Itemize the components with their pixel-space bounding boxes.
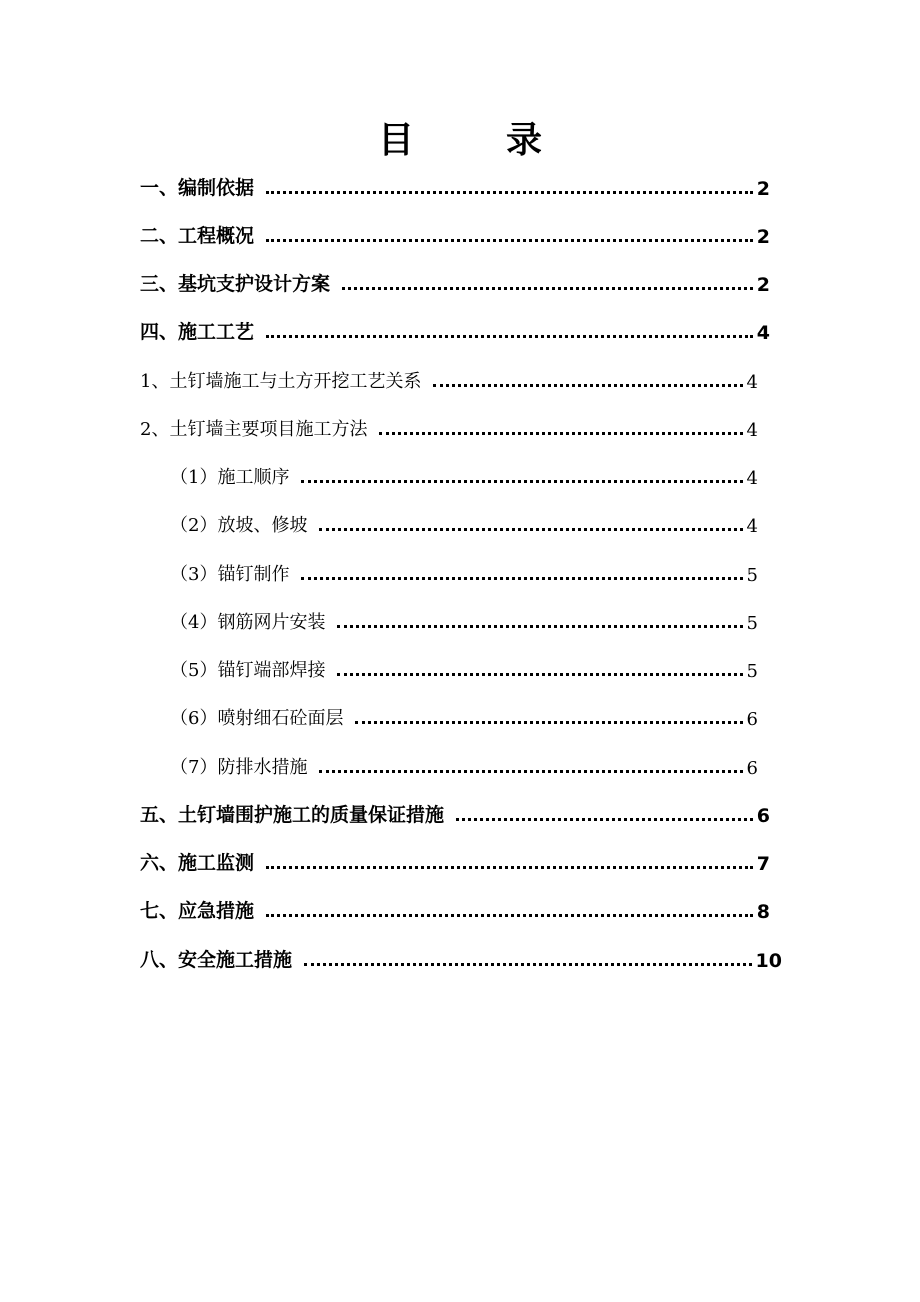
toc-entry-label: 一、编制依据	[140, 177, 255, 199]
toc-entry[interactable]	[170, 546, 758, 586]
toc-entry[interactable]	[140, 353, 758, 393]
toc-entry-label: （3）锚钉制作	[170, 564, 290, 585]
toc-entry-page: 2	[756, 178, 770, 200]
toc-entry-label: 1、土钉墙施工与土方开挖工艺关系	[140, 371, 422, 392]
toc-title: 目 录	[377, 120, 570, 161]
toc-entry[interactable]	[170, 594, 758, 634]
dot-leader	[266, 866, 753, 869]
toc-entry[interactable]	[140, 160, 770, 200]
toc-entry[interactable]	[140, 932, 782, 972]
toc-entry[interactable]	[170, 642, 758, 682]
dot-leader	[319, 770, 742, 773]
toc-entry[interactable]	[140, 401, 758, 441]
toc-entry-label: （5）锚钉端部焊接	[170, 660, 326, 681]
toc-entry-page: 6	[746, 709, 758, 730]
dot-leader	[379, 432, 742, 435]
toc-entry-label: 二、工程概况	[140, 225, 255, 247]
toc-entry-page: 4	[746, 516, 758, 537]
toc-entry[interactable]	[140, 304, 770, 344]
dot-leader	[266, 914, 753, 917]
dot-leader	[301, 577, 742, 580]
toc-entry-page: 8	[756, 901, 770, 923]
toc-entry-label: 2、土钉墙主要项目施工方法	[140, 419, 368, 440]
toc-entry-label: （4）钢筋网片安装	[170, 612, 326, 633]
toc-entry-page: 6	[746, 758, 758, 779]
toc-entry[interactable]	[170, 739, 758, 779]
toc-entry-label: （7）防排水措施	[170, 757, 308, 778]
toc-entry-page: 5	[746, 565, 758, 586]
dot-leader	[337, 625, 742, 628]
toc-entry-label: 六、施工监测	[140, 852, 255, 874]
dot-leader	[355, 721, 742, 724]
dot-leader	[433, 384, 742, 387]
toc-entry-page: 7	[756, 853, 770, 875]
dot-leader	[266, 191, 753, 194]
toc-entry-label: （1）施工顺序	[170, 467, 290, 488]
toc-entry-label: （2）放坡、修坡	[170, 515, 308, 536]
toc-entry[interactable]	[140, 883, 770, 923]
toc-entry-label: 七、应急措施	[140, 900, 255, 922]
toc-entry[interactable]	[170, 690, 758, 730]
dot-leader	[301, 480, 742, 483]
dot-leader	[319, 528, 742, 531]
toc-entry-page: 5	[746, 661, 758, 682]
toc-entry-page: 4	[746, 372, 758, 393]
toc-entry[interactable]	[140, 256, 770, 296]
toc-entry-label: （6）喷射细石砼面层	[170, 708, 344, 729]
toc-entry[interactable]	[170, 449, 758, 489]
toc-entry-page: 2	[756, 274, 770, 296]
toc-entry-label: 八、安全施工措施	[140, 949, 293, 971]
toc-entry[interactable]	[170, 497, 758, 537]
toc-entry-label: 三、基坑支护设计方案	[140, 273, 331, 295]
toc-entry-page: 5	[746, 613, 758, 634]
dot-leader	[266, 335, 753, 338]
toc-entry-page: 4	[746, 468, 758, 489]
toc-entry-label: 五、土钉墙围护施工的质量保证措施	[140, 804, 445, 826]
toc-entry-page: 4	[746, 420, 758, 441]
toc-entry[interactable]	[140, 787, 770, 827]
dot-leader	[266, 239, 753, 242]
toc-entry-page: 6	[756, 805, 770, 827]
dot-leader	[342, 287, 753, 290]
dot-leader	[456, 818, 753, 821]
toc-entry-label: 四、施工工艺	[140, 321, 255, 343]
toc-entry[interactable]	[140, 835, 770, 875]
toc-entry-page: 2	[756, 226, 770, 248]
dot-leader	[304, 963, 752, 966]
dot-leader	[337, 673, 742, 676]
toc-entry-page: 10	[755, 950, 782, 972]
toc-entry[interactable]	[140, 208, 770, 248]
toc-entry-page: 4	[756, 322, 770, 344]
